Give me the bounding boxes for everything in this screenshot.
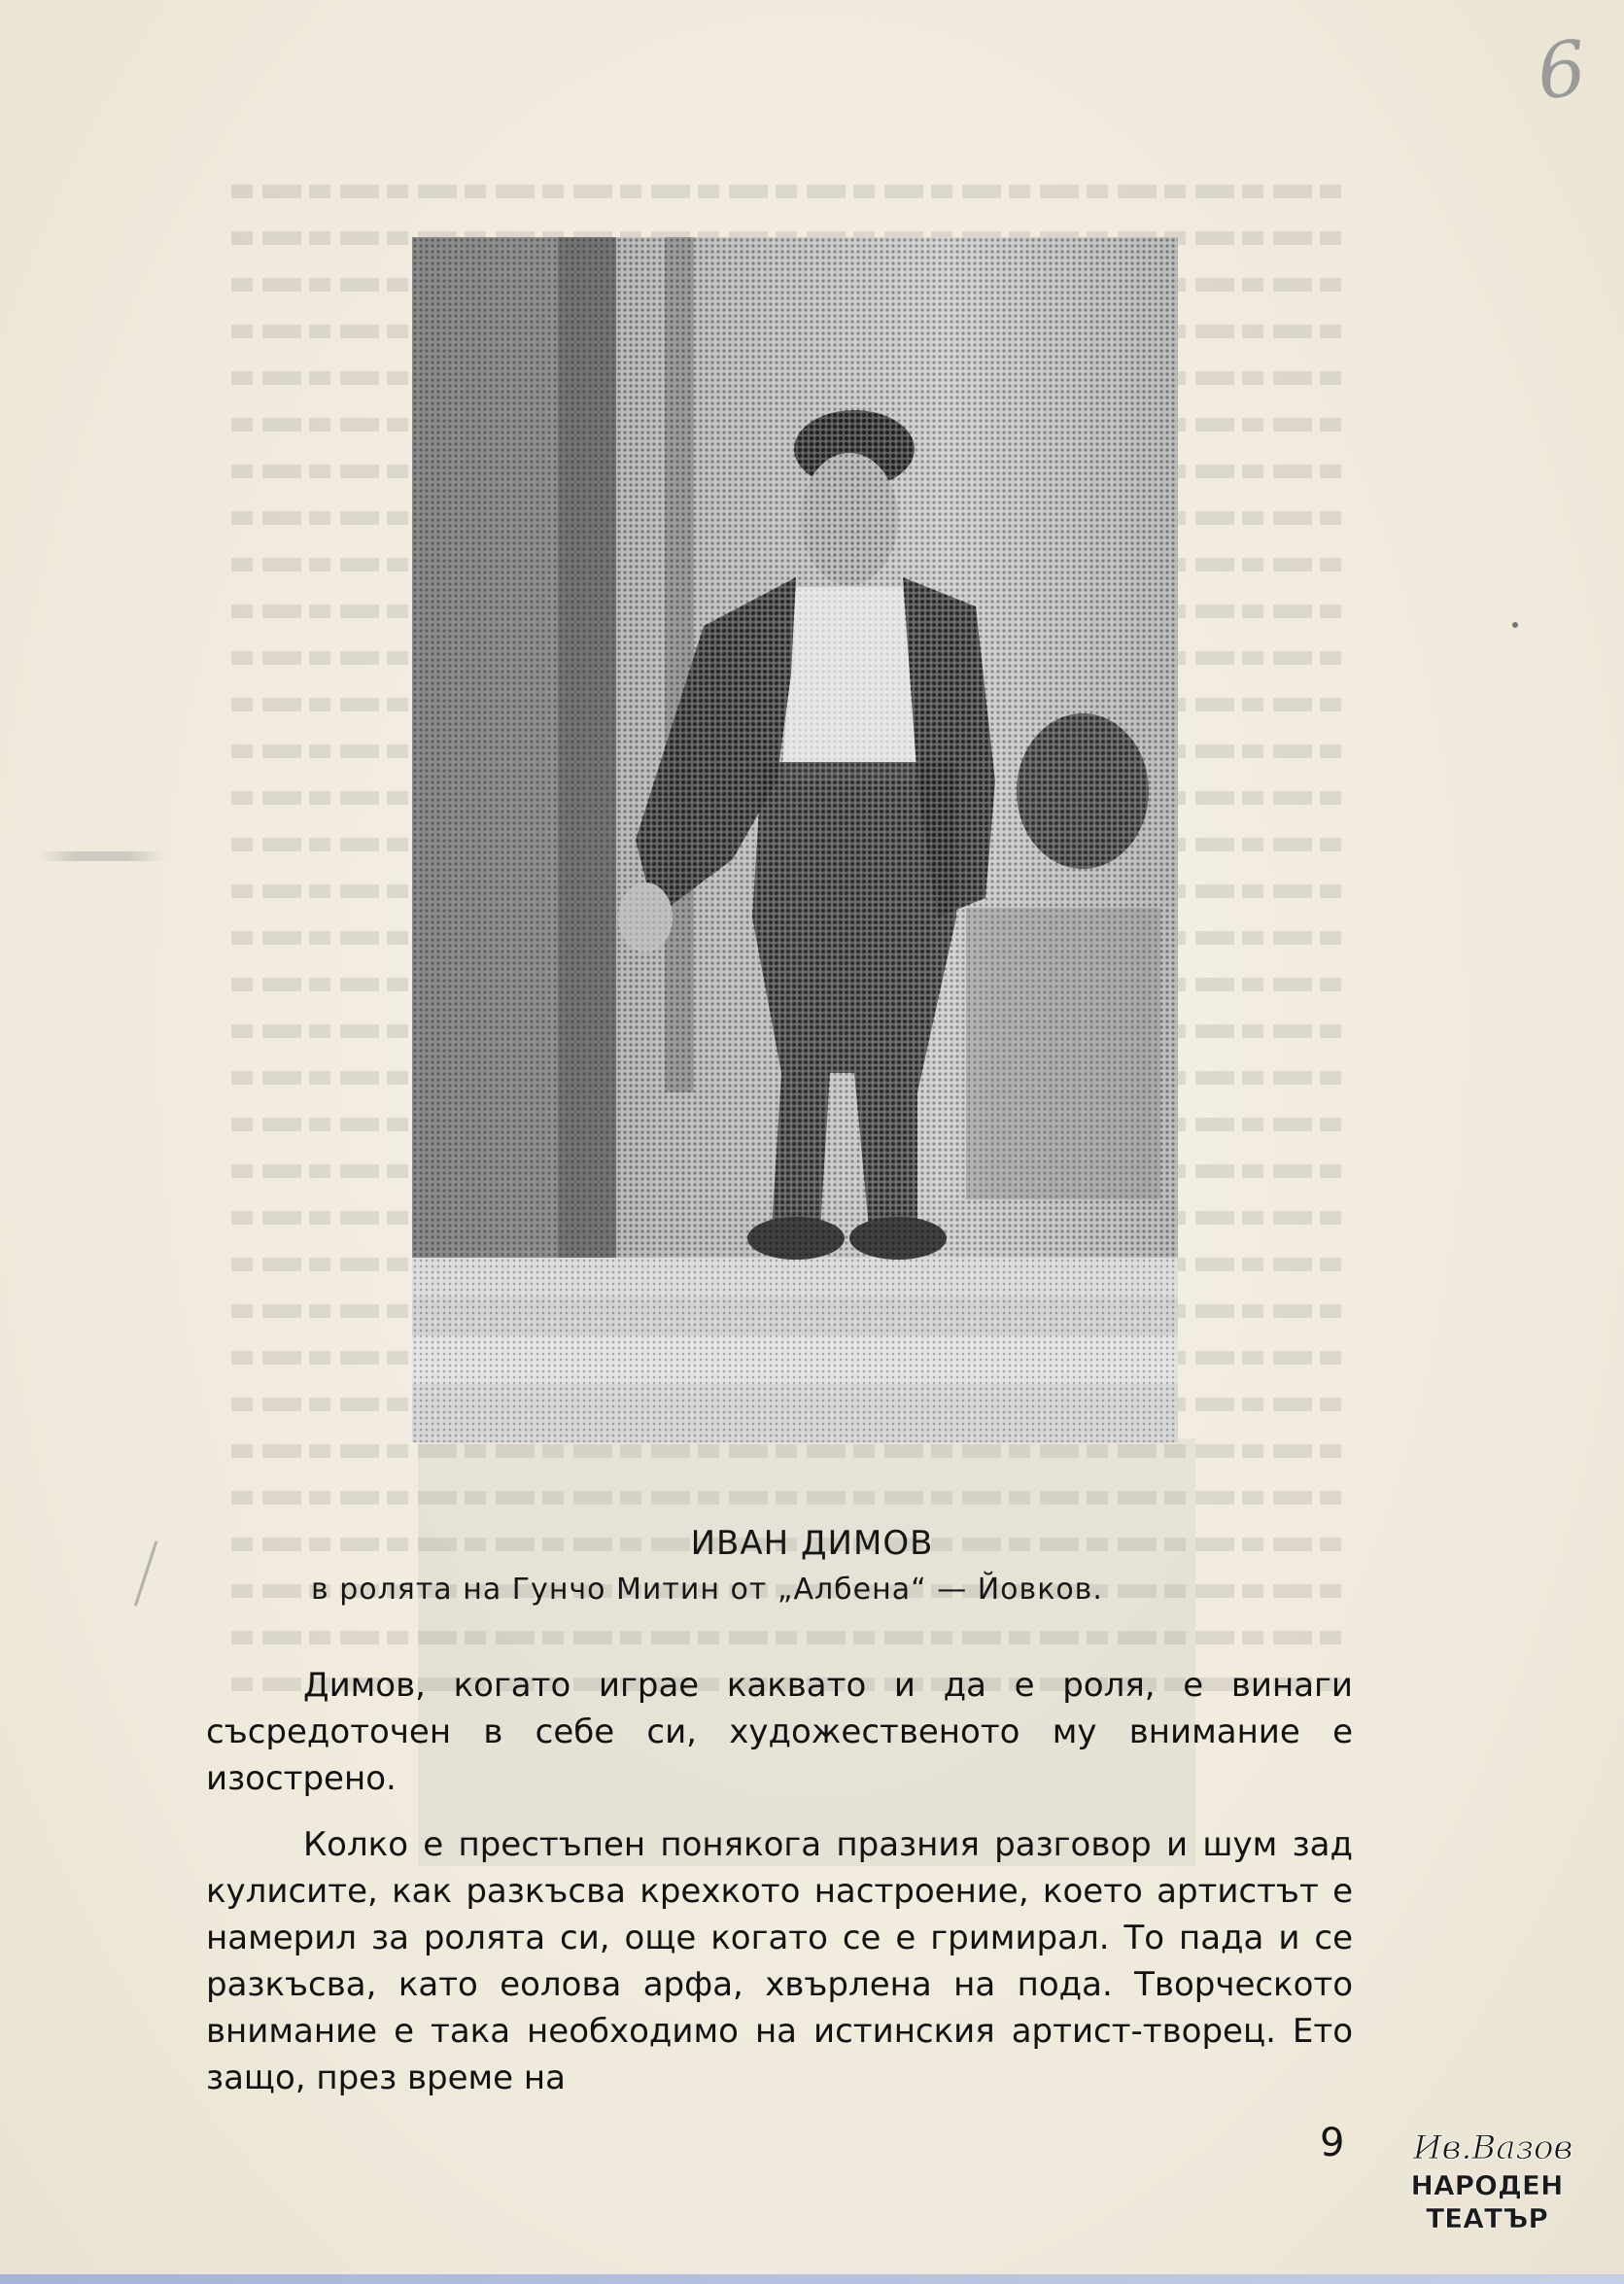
body-text <box>206 1662 1353 2121</box>
stamp-signature: Ив.Вазов <box>1413 2128 1573 2167</box>
page-number: 9 <box>1320 2121 1345 2165</box>
paragraph: Димов, когато играе каквато и да е роля, е винаги съсредоточен в себе си, художественото му внимание е изострено. <box>206 1666 1353 1798</box>
national-theatre-stamp <box>1399 2128 1574 2245</box>
stamp-line-1: НАРОДЕН <box>1410 2169 1564 2201</box>
paper-speck <box>1512 622 1518 628</box>
stamp-line-2: ТЕАТЪР <box>1426 2202 1548 2234</box>
scratch-mark <box>39 851 165 861</box>
handwritten-page-mark: 6 <box>1533 24 1591 118</box>
photo-caption-role: в ролята на Гунчо Митин от „Албена“ — Йовков. <box>311 1573 1103 1607</box>
portrait-photo-icon <box>412 237 1178 1442</box>
portrait-photo <box>412 237 1178 1442</box>
paragraph: Колко е престъпен понякога празния разговор и шум зад кулисите, как разкъсва крехкото настроение, което артистът е намерил за ролята си, още когато се е гримирал. То пада и се разкъсва, като еолова арфа, хвърлена на пода. Творческото внимание е така необходимо на истинския артист-творец. Ето защо, през време на <box>206 1825 1353 2097</box>
scan-edge <box>0 2274 1624 2284</box>
photo-caption-name: ИВАН ДИМОВ <box>690 1524 934 1563</box>
